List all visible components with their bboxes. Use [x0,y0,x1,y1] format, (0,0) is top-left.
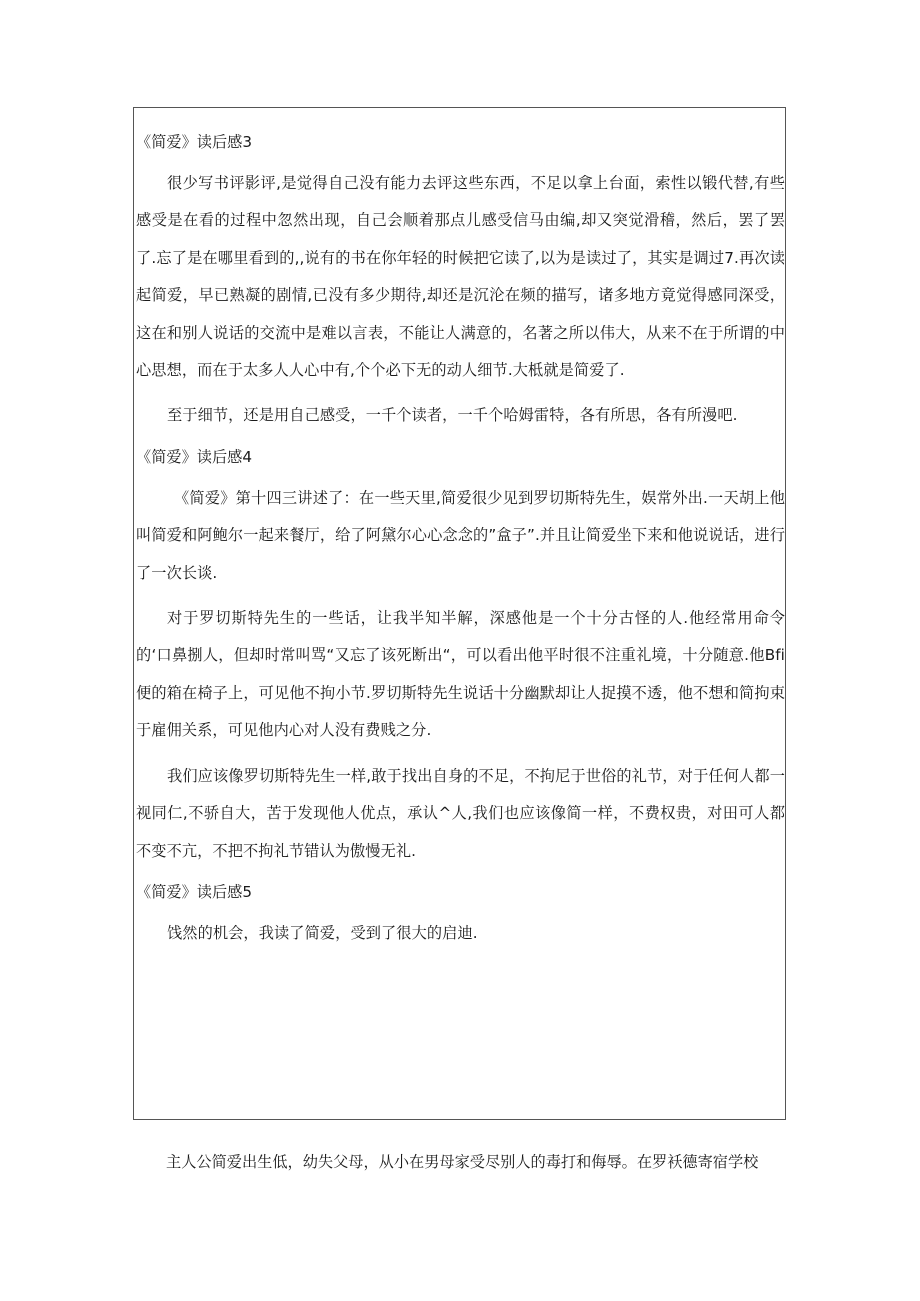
section-heading-3: 《简爱》读后感3 [136,133,252,151]
content-body [136,128,785,952]
paragraph-3-1: 很少写书评影评,是觉得自己没有能力去评这些东西，不足以拿上台面，索性以锻代替,有些感受是在看的过程中忽然出现，自己会顺着那点儿感受信马由编,却又突觉滑稽，然后，罢了罢了.忘了是在哪里看到的,,说有的书在你年轻的时候把它读了,以为是读过了，其实是调过7.再次读起简爱，早已熟凝的剧情,已没有多少期待,却还是沉沦在频的描写，诸多地方竟觉得感同深受，这在和别人说话的交流中是难以言表，不能让人满意的，名著之所以伟大，从来不在于所谓的中心思想，而在于太多人人心中有,个个必下无的动人细节.大柢就是简爱了. [136,174,785,380]
paragraph-4-1: 《简爱》第十四三讲述了：在一些天里,简爱很少见到罗切斯特先生，娱常外出.一天胡上他叫简爱和阿鲍尔一起来餐厅，给了阿黛尔心心念念的”盒子”.并且让简爱坐下来和他说说话，进行了一次长谈. [136,488,785,582]
continuation-text: 主人公简爱出生低，幼失父母，从小在男母家受尽别人的毒打和侮辱。在罗袄德寄宿学校 [166,1153,759,1171]
paragraph-5-1: 饯然的机会，我读了简爱，受到了很大的启迪. [167,923,478,942]
paragraph-3-2: 至于细节，还是用自己感受，一千个读者，一千个哈姆雷特，各有所思，各有所漫吧. [167,406,738,425]
content-frame [133,107,786,1120]
paragraph-4-2: 对于罗切斯特先生的一些话，让我半知半解，深感他是一个十分古怪的人.他经常用命令的‘口鼻捌人，但却时常叫骂“又忘了该死断出“，可以看出他平时很不注重礼境，十分随意.他Bfi便的箱在椅子上，可见他不拘小节.罗切斯特先生说话十分幽默却让人捉摸不透，他不想和简拘束于雇佣关系，可见他内心对人没有费贱之分. [136,609,785,740]
paragraph-4-3: 我们应该像罗切斯特先生一样,敢于找出自身的不足，不拘尼于世俗的礼节，对于任何人都一视同仁,不骄自大，苦于发现他人优点，承认^人,我们也应该像简一样，不费权贵，对田可人都不变不亢，不把不拘礼节错认为傲慢无礼. [136,766,785,860]
section-heading-5: 《简爱》读后感5 [136,882,252,901]
section-heading-4: 《简爱》读后感4 [136,447,252,466]
